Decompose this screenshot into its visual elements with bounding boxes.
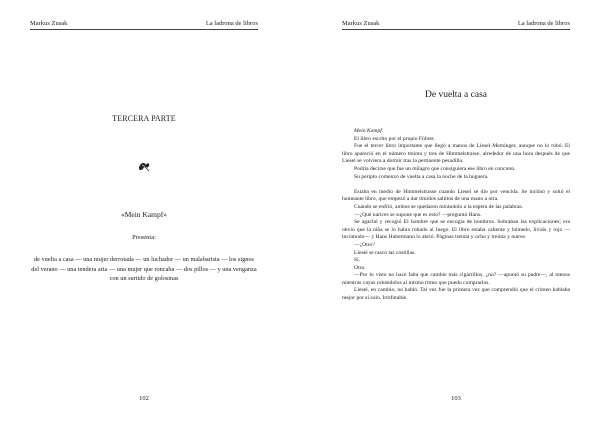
header-book-title: La ladrona de libros — [205, 20, 258, 27]
body-paragraph: Podría decirse que fue un milagro que consiguiera ese libro en concreto. — [354, 165, 516, 172]
book-name: «Mein Kampf» — [120, 210, 168, 219]
header-author: Markus Zusak — [342, 20, 380, 27]
body-paragraph: —Por lo visto no hace falta que cambie más cigarrillos, ¿no? —apuntó su padre—, al menos mientras vayas robándolos al mismo ritmo que puedo comprarlos. — [342, 272, 570, 286]
header-author: Markus Zusak — [30, 20, 68, 27]
body-paragraph: Liesel, en cambio, no habló. Tal vez fue la primera vez que comprendió que el crimen hablaba mejor por sí solo. Irrefutable. — [342, 287, 570, 302]
body-paragraph: Otro. — [354, 264, 366, 271]
body-paragraph: —¿Otro? — [354, 241, 375, 248]
fleuron-icon — [30, 160, 258, 175]
body-paragraph: Mein Kampf. — [354, 128, 384, 134]
page-number: 103 — [451, 395, 461, 402]
chapter-title: De vuelta a casa — [425, 90, 487, 100]
part-title: TERCERA PARTE — [112, 114, 176, 123]
body-paragraph: Su periplo comenzó de vuelta a casa la noche de la hoguera. — [354, 173, 489, 180]
header-rule — [342, 29, 570, 30]
body-text — [342, 128, 570, 303]
body-paragraph: Estaba en medio de Himmelstrasse cuando Liesel se dio por vencida. Se inclinó y soltó el humeante libro, que empezó a dar tímidos saltitos de una mano a otra. — [342, 188, 570, 203]
header-book-title: La ladrona de libros — [517, 20, 570, 27]
body-paragraph: Fue el tercer libro importante que llegó a manos de Liesel Meminger, aunque no lo robó. El libro apareció en el número treinta y tres de Himmelstrasse, alrededor de una hora después de que Liesel se volviera a dormir tras la pertinente pesadilla. — [342, 143, 570, 165]
page-number: 102 — [139, 395, 149, 402]
body-paragraph: Sí. — [354, 257, 361, 264]
body-paragraph: Cuando se enfrió, ambos se quedaron mirándolo a la espera de las palabras. — [354, 203, 523, 210]
chapter-list: de vuelta a casa — una mujer derrotada — un luchador — un malabarista — los signos del verano — una tendera aria — una mujer que roncaba — dos pillos — y una venganza con un surtido de golosinas — [31, 256, 257, 283]
header-rule — [30, 29, 258, 30]
body-paragraph: El libro escrito por el propio Führer. — [354, 135, 435, 142]
body-paragraph: Se agachó y recogió El hombre que se encogía de hombros. Sobraban las explicaciones; era obvio que la niña se lo había robado al fuego. El libro estaba caliente y húmedo, lívido y rojo —incómodo— y Hans Hubermann lo abrió. Páginas treinta y ocho y treinta y nueve. — [342, 219, 570, 241]
presenta-label: Presenta: — [132, 234, 156, 241]
fleuron-icon-svg — [137, 160, 151, 172]
body-paragraph: —¿Qué narices se supone que es esto? —preguntó Hans. — [354, 211, 482, 218]
right-page — [300, 0, 600, 424]
body-paragraph: Liesel se rascó las costillas. — [354, 249, 416, 256]
